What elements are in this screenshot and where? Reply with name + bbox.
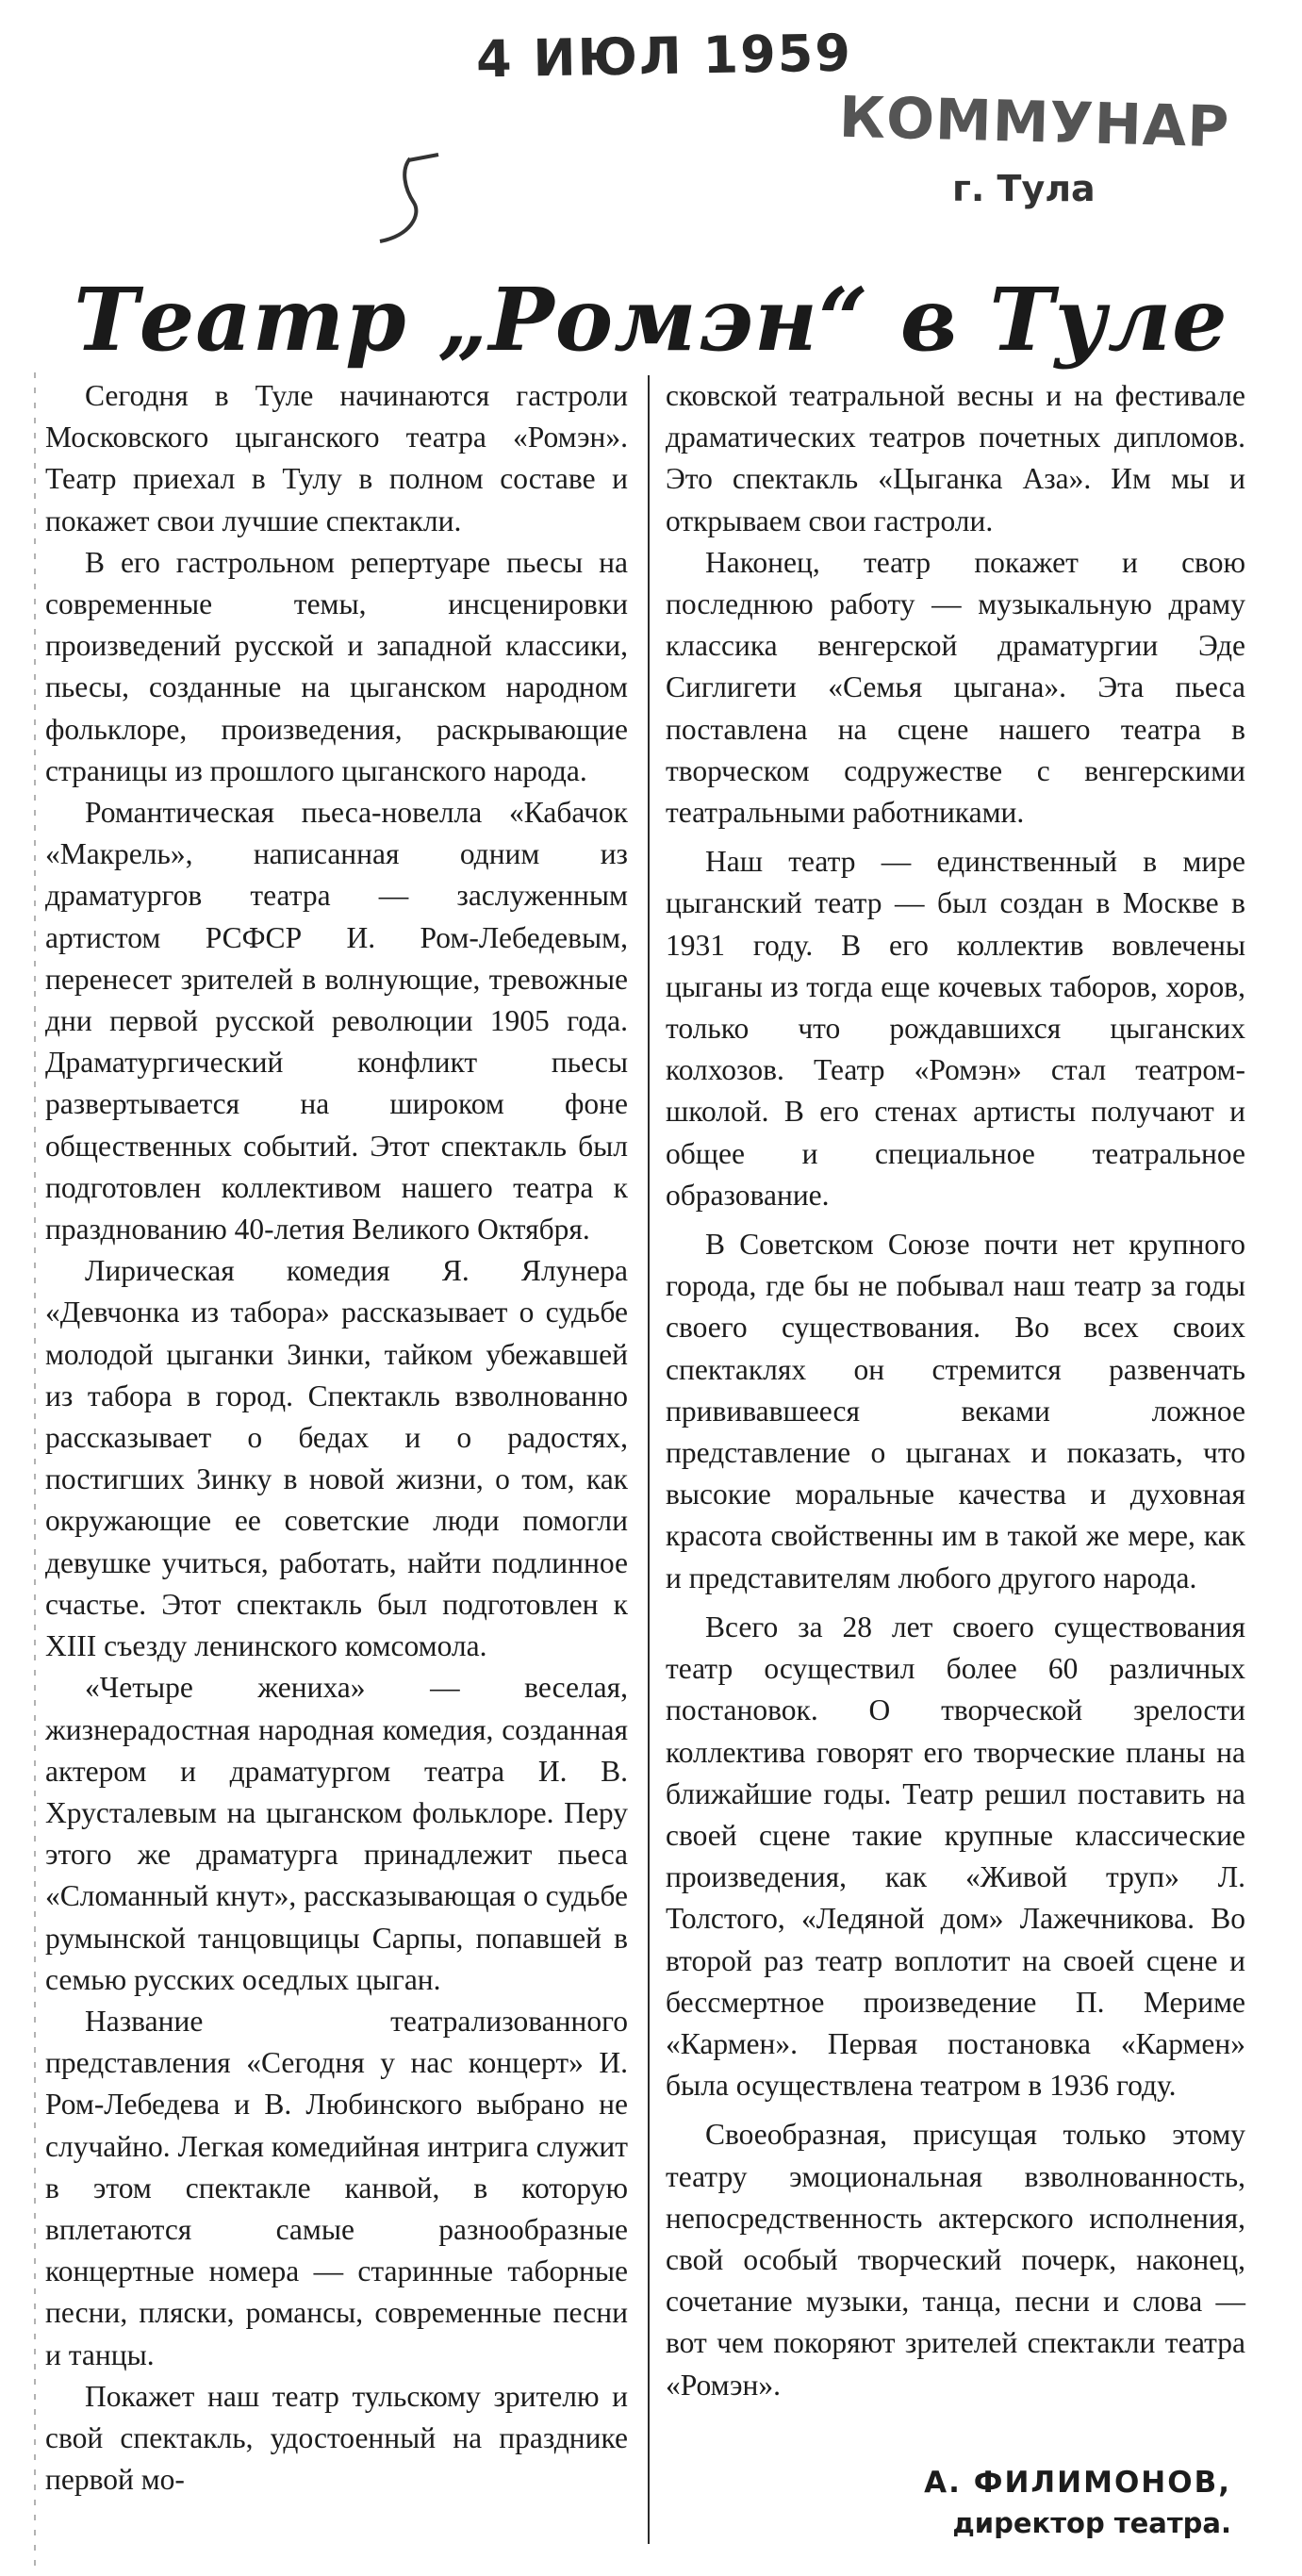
paragraph: Покажет наш театр тульскому зрителю и свой спектакль, удостоенный на празднике первой мо- <box>45 2379 628 2497</box>
headline-text: Театр „Ромэн“ в Туле <box>74 269 1228 371</box>
article-headline <box>0 269 1302 382</box>
author-signature <box>666 2466 1231 2539</box>
author-name: А. ФИЛИМОНОВ, <box>924 2466 1231 2500</box>
paragraph: «Четыре жениха» — веселая, жизнерадостная народная комедия, созданная актером и драматургом театра И. В. Хрусталевым на цыганском фольклоре. Перу этого же драматурга принадлежит пьеса «Сломанный кнут», рассказывающая о судьбе румынской танцовщицы Сарпы, попавшей в семью русских оседлых цыган. <box>45 1671 628 1996</box>
city-stamp: г. Тула <box>952 168 1096 209</box>
paragraph: Наконец, театр покажет и свою последнюю работу — музыкальную драму классика венгерской драматургии Эде Сиглигети «Семья цыгана». Эта пьеса поставлена на сцене нашего театра в творческом содружестве с венгерскими театральными работниками. <box>666 545 1245 830</box>
left-column <box>45 375 628 2501</box>
paragraph: Всего за 28 лет своего существования театр осуществил более 60 различных постановок. О творческой зрелости коллектива говорят его творческие планы на ближайшие годы. Театр решил поставить на своей сцене такие крупные классические произведения, как «Живой труп» Л. Толстого, «Ледяной дом» Лажечникова. Во второй раз театр воплотит на своей сцене и бессмертное произведение П. Мериме «Кармен». Первая постановка «Кармен» была осуществлена театром в 1936 году. <box>666 1610 1245 2103</box>
column-divider <box>648 375 650 2544</box>
paragraph: В его гастрольном репертуаре пьесы на современные темы, инсценировки произведений русской и западной классики, пьесы, созданные на цыганском народном фольклоре, произведения, раскрывающие страницы из прошлого цыганского народа. <box>45 545 628 787</box>
paragraph: Наш театр — единственный в мире цыганский театр — был создан в Москве в 1931 году. В его коллектив вовлечены цыганы из тогда еще кочевых таборов, хоров, только что рождавшихся цыганских колхозов. Театр «Ромэн» стал театром-школой. В его стенах артисты получают и общее и специальное театральное образование. <box>666 845 1245 1212</box>
paragraph: Своеобразная, присущая только этому театру эмоциональная взволнованность, непосредственность актерского исполнения, свой особый творческий почерк, наконец, сочетание музыки, танца, песни и слова — вот чем покоряют зрителей спектакли театра «Ромэн». <box>666 2118 1245 2402</box>
date-stamp: 4 ИЮЛ 1959 <box>475 23 853 90</box>
right-column <box>666 375 1245 2406</box>
pen-mark-icon <box>372 151 457 255</box>
paragraph: Название театрализованного представления «Сегодня у нас концерт» И. Ром-Лебедева и В. Любинского выбрано не случайно. Легкая комедийная интрига служит в этом спектакле канвой, в которую вплетаются самые разнообразные концертные номера — старинные таборные песни, пляски, романсы, современные песни и танцы. <box>45 2004 628 2371</box>
newspaper-stamp: КОММУНАР <box>838 84 1231 161</box>
paragraph: Романтическая пьеса-новелла «Кабачок «Макрель», написанная одним из драматургов театра — заслуженным артистом РСФСР И. Ром-Лебедевым, перенесет зрителей в волнующие, тревожные дни первой русской революции 1905 года. Драматургический конфликт пьесы развертывается на широком фоне общественных событий. Этот спектакль был подготовлен коллективом нашего театра к празднованию 40-летия Великого Октября. <box>45 796 628 1247</box>
author-role: директор театра. <box>952 2507 1231 2539</box>
paragraph: Лирическая комедия Я. Ялунера «Девчонка из табора» рассказывает о судьбе молодой цыганки Зинки, тайком убежавшей из табора в город. Спектакль взволнованно рассказывает о бедах и о радостях, постигших Зинку в новой жизни, о том, как окружающие ее советские люди помогли девушке учиться, работать, найти подлинное счастье. Этот спектакль был подготовлен к XIII съезду ленинского комсомола. <box>45 1254 628 1663</box>
paragraph: Сегодня в Туле начинаются гастроли Московского цыганского театра «Ромэн». Театр приехал в Тулу в полном составе и покажет свои лучшие спектакли. <box>45 379 628 537</box>
paragraph: сковской театральной весны и на фестивале драматических театров почетных дипломов. Это спектакль «Цыганка Аза». Им мы и открываем свои гастроли. <box>666 379 1245 537</box>
paragraph: В Советском Союзе почти нет крупного города, где бы не побывал наш театр за годы своего существования. Во всех своих спектаклях он стремится развенчать прививавшееся веками ложное представление о цыганах и показать, что высокие моральные качества и духовная красота свойственны им в такой же мере, как и представителям любого другого народа. <box>666 1228 1245 1594</box>
